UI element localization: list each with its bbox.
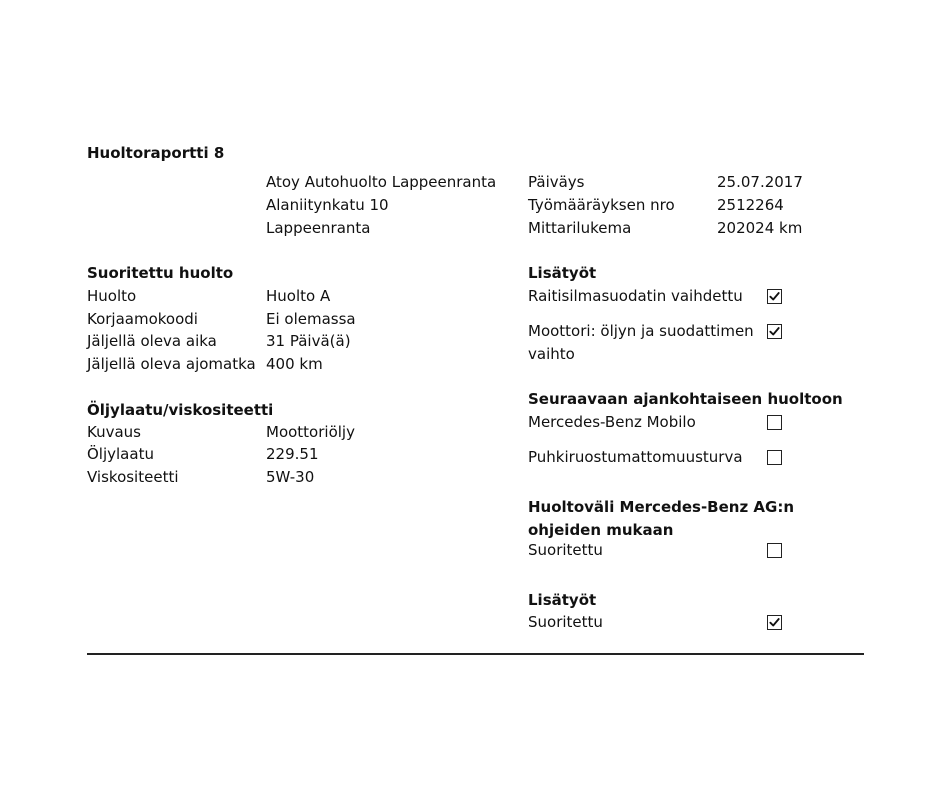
- interval-heading: Huoltoväli Mercedes-Benz AG:n ohjeiden mukaan: [528, 498, 795, 539]
- next-service-checkbox[interactable]: [767, 450, 782, 465]
- next-service-item-label: Puhkiruostumattomuusturva: [528, 448, 743, 466]
- next-service-item-label: Mercedes-Benz Mobilo: [528, 413, 696, 431]
- workshop-street: Alaniitynkatu 10: [266, 196, 389, 214]
- service-label-time: Jäljellä oleva aika: [87, 332, 217, 350]
- extra-work-heading: Lisätyöt: [528, 264, 597, 282]
- order-value: 2512264: [717, 196, 784, 214]
- report-title: Huoltoraportti 8: [87, 144, 225, 162]
- checkmark-icon: [769, 617, 780, 628]
- oil-label-viscosity: Viskositeetti: [87, 468, 179, 486]
- extra-work-2-checkbox[interactable]: [767, 615, 782, 630]
- service-value-code: Ei olemassa: [266, 310, 356, 328]
- workshop-city: Lappeenranta: [266, 219, 371, 237]
- checkmark-icon: [769, 291, 780, 302]
- extra-work-item-label: Raitisilmasuodatin vaihdettu: [528, 287, 743, 305]
- extra-work-2-heading: Lisätyöt: [528, 591, 597, 609]
- oil-heading: Öljylaatu/viskositeetti: [87, 401, 274, 419]
- date-label: Päiväys: [528, 173, 585, 191]
- service-label-code: Korjaamokoodi: [87, 310, 198, 328]
- service-label-distance: Jäljellä oleva ajomatka: [87, 355, 256, 373]
- oil-label-description: Kuvaus: [87, 423, 141, 441]
- service-value-distance: 400 km: [266, 355, 323, 373]
- extra-work-item-label: Moottori: öljyn ja suodattimen vaihto: [528, 322, 754, 363]
- oil-label-quality: Öljylaatu: [87, 445, 154, 463]
- interval-item-label: Suoritettu: [528, 541, 603, 559]
- checkmark-icon: [769, 326, 780, 337]
- odometer-label: Mittarilukema: [528, 219, 632, 237]
- interval-checkbox[interactable]: [767, 543, 782, 558]
- date-value: 25.07.2017: [717, 173, 803, 191]
- service-heading: Suoritettu huolto: [87, 264, 234, 282]
- extra-work-2-item-label: Suoritettu: [528, 613, 603, 631]
- oil-value-viscosity: 5W-30: [266, 468, 315, 486]
- workshop-name: Atoy Autohuolto Lappeenranta: [266, 173, 497, 191]
- extra-work-checkbox[interactable]: [767, 324, 782, 339]
- bottom-divider: [87, 653, 864, 655]
- odometer-value: 202024 km: [717, 219, 803, 237]
- next-service-heading: Seuraavaan ajankohtaiseen huoltoon: [528, 390, 843, 408]
- oil-value-description: Moottoriöljy: [266, 423, 355, 441]
- service-label-huolto: Huolto: [87, 287, 137, 305]
- next-service-checkbox[interactable]: [767, 415, 782, 430]
- service-value-huolto: Huolto A: [266, 287, 331, 305]
- extra-work-checkbox[interactable]: [767, 289, 782, 304]
- oil-value-quality: 229.51: [266, 445, 319, 463]
- service-value-time: 31 Päivä(ä): [266, 332, 351, 350]
- order-label: Työmääräyksen nro: [528, 196, 675, 214]
